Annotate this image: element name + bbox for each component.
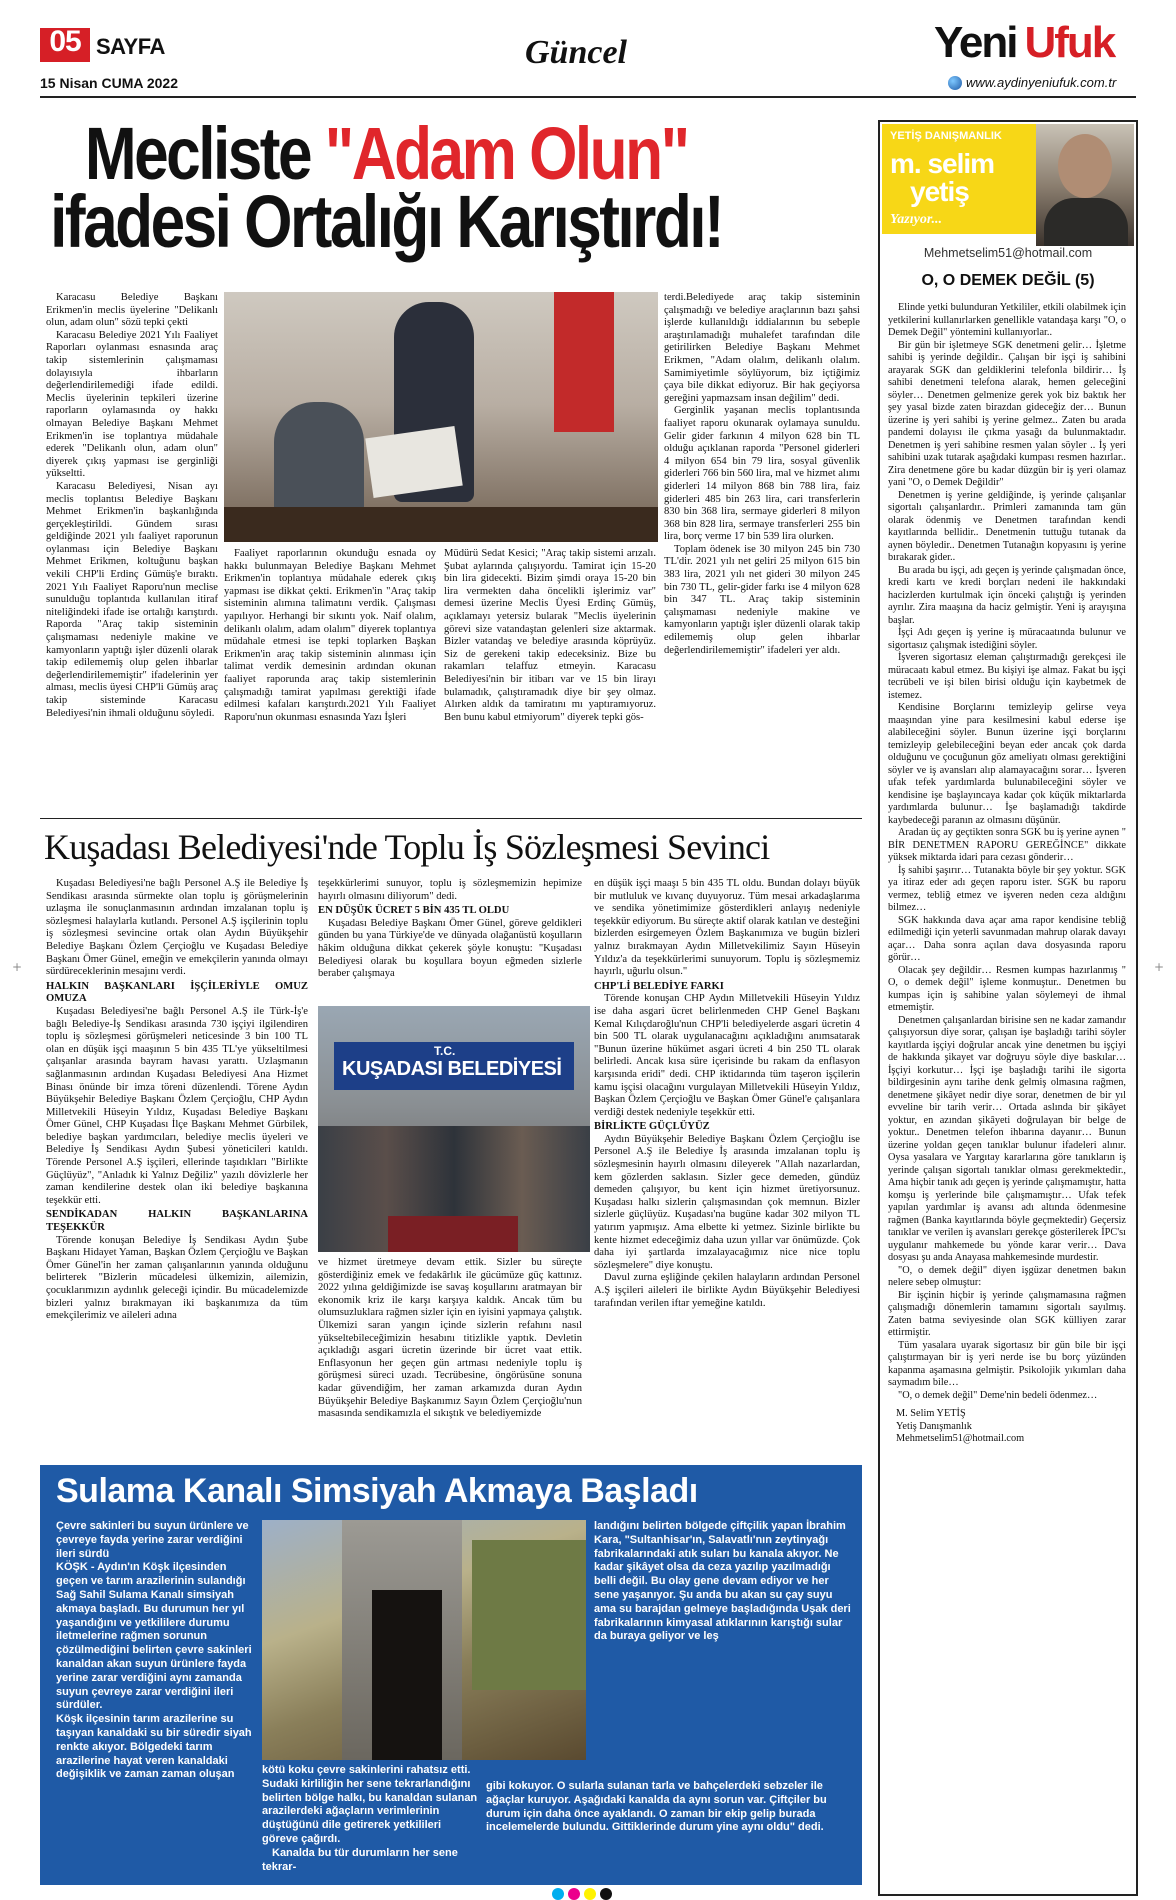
signing-table (388, 1216, 518, 1252)
cyan-swatch (552, 1888, 564, 1900)
story1-headline (46, 112, 726, 263)
paragraph: Karacasu Belediyesi, Nisan ayı meclis toplantısı Belediye Başkanı Mehmet Erikmen'in başkanlığında gerçekleştirildi. Gündem sırası geldiğinde 2021 yılı faaliyet raporunun oylanması için Belediye Başkanı Mehmet Erikmen, koltuğunu başkan vekili CHP'li Erdinç Gümüş'e bıraktı. 2021 Yılı Faaliyet Raporu'nun meclise sunulduğu toplantıda kullanılan itiraf niteliğindeki ifade ise ortalığı karıştırdı. Raporda "Araç takip sisteminin çalışmaması nedeniyle makine ve kamyonların yaptığı işler düzenli olarak takip edilememiş olup gelen ihbarlar değerlendirilememiştir" ifadelerinin yer alması, meclis üyesi CHP'li Gümüş araç takip sisteminde Karacasu Belediyesi'nin ihmali olduğunu söyledi. (46, 480, 218, 719)
paragraph: en düşük işçi maaşı 5 bin 435 TL oldu. Bundan dolayı büyük bir mutluluk ve kıvanç duyuyoruz. Tüm mesai arkadaşlarıma ve sendika yönetimimize gösterdikleri anlayış nedeniyle teşekkür ediyorum. Bu süreçte aktif olarak katılan ve desteğini bizlerden esirgemeyen Özlem Başkanımıza ve bugün bizleri yalnız bırakmayan Aydın Milletvekilimiz Sayın Hüseyin Yıldız'a da teşekkürlerimi sunuyorum. Toplu iş sözleşmemiz hayırlı, uğurlu olsun." (594, 878, 860, 978)
paragraph: Törende konuşan Belediye İş Sendikası Aydın Şube Başkanı Hidayet Yaman, Başkan Özlem Çerçioğlu ve Başkan Ömer Günel'in her zaman çalışanlarının yanında olduğunu belirterek "Bizlerin mücadelesi ülkemizin, ailemizin, çocuklarımızın aydınlık geleceği içindir. Bu mücadelemizde bizleri yalnız bırakmayan iki başkanımıza da tüm emekçilerimiz ve aileleri adına (46, 1234, 308, 1322)
story1-col1 (46, 292, 218, 720)
paragraph: Müdürü Sedat Kesici; "Araç takip sistemi arızalı. Şubat aylarında çalışıyordu. Tamirat için 15-20 bin lira gidecekti. Bizim şimdi oraya 15-20 bin lira vermekten daha öncelikli işlerimiz var" demesi üzerine Meclis Üyesi Erdinç Gümüş, açıklamayı yetersiz bularak "Meclis üyelerinin görevi size vatandaştan gelenleri size aktarmak. Bizler vatandaş ve belediye arasında köprüyüz. Siz de gerekeni takip edeceksiniz. Bize bu rakamları telaffuz etmeyin. Karacasu Belediyesi'nin bir itibarı var ve 15 bin lirayı bulamadık, çalıştıramadık diye bir şey olmaz. Alırken aldık da tamiratını mı yaptıramıyoruz. Ben bunu kabul etmiyorum" diyerek tepki gös- (444, 548, 656, 723)
registration-mark-left: + (12, 960, 23, 974)
story2-col2-top (318, 878, 582, 981)
paragraph: Bir gün bir işletmeye SGK denetmeni gelir… İşletme sahibi iş yerinde değildir.. Çalışan bir işçi iş sahibini arayarak SGK dan geldiklerini telefonla bildirir… İş sahibi denetmeni telefona alarak, hemen geleceğini söyler… Denetmen gelmenize gerek yok biz baktık her şey yasal bizde zaten birazdan gideceğiz der… Bunun üzerine iş yeri sahibi iş yerine gelmez.. Zaten bu arada pandemi dolayısı ile çıkma yasağı da bulunmaktadır. Denetmen iş yeri sahibine resmen yalan söyler .. İş yeri sahibini uzak tutarak aşağıdaki kumpası resmen hazırlar.. Zira denetmene göre bu kadar düzgün bir iş yeri olamaz yani "O, o Demek Değildir" (888, 339, 1126, 488)
magenta-swatch (568, 1888, 580, 1900)
header-rule (40, 96, 1136, 98)
columnist-email: Mehmetselim51@hotmail.com (923, 246, 1093, 260)
columnist-signature (888, 1408, 1126, 1446)
story2-col1 (46, 878, 308, 1323)
paragraph: Karacasu Belediye 2021 Yılı Faaliyet Raporları oylanması esnasında araç takip sistemlerinin çalışmaması dolayısıyla ihbarların değerlendirilemediği ifade edildi. Meclis üyelerinin tepkileri üzerine raporların oylamasında oy hakkı olmayan Belediye Başkanı Mehmet Erikmen'in ise toplantıya müdahale ederek "Delikanlı olun, adam olun" diyerek çıkış yapması ise gerginliği yükseltti. (46, 329, 218, 480)
paragraph: "O, o demek değil" Deme'nin bedeli ödenmez… (898, 1389, 1098, 1401)
subheading: BİRLİKTE GÜÇLÜYÜZ (594, 1121, 710, 1133)
columnist-tag: YETİŞ DANIŞMANLIK (890, 130, 1002, 142)
paragraph: landığını belirten bölgede çiftçilik yapan İbrahim Kara, "Sultanhisar'ın, Salavatlı'nın zeytinyağı fabrikalarındaki atık suları bu kanala akıyor. Ne kadar şikâyet olsa da ceza yazılıp yazılmadığı belli değil. Bu olay gene devam ediyor ve her sene yaşanıyor. Şu anda bu akan su çay suyu ama su barajdan gelmeye başladığında Uşak deri fabrikalarının kimyasal atıklarının karıştığı sular da buraya geliyor ve leş (594, 1520, 851, 1643)
globe-icon (948, 76, 962, 90)
headline-quote: "Adam Olun" (324, 112, 688, 195)
story1-lede: Karacasu Belediye Başkanı Erikmen'in meclis üyelerine "Delikanlı olun, adam olun" sözü tepki çekti (46, 292, 218, 329)
subheading: HALKIN BAŞKANLARI İŞÇİLERİYLE OMUZ OMUZA (46, 980, 308, 1005)
columnist-portrait (1036, 124, 1134, 246)
registration-mark-right: + (1154, 960, 1165, 974)
paragraph: Kuşadası Belediyesi'ne bağlı Personel A.Ş ile Belediye İş Sendikası arasında sürmekte olan toplu iş görüşmelerinin uzlaşma ile sonuçlanmasının ardından imzalanan toplu iş sözleşmesi halaylarla kutlandı. Personel A.Ş işçilerinin toplu iş sözleşmesi sevincine ortak olan Aydın Büyükşehir Belediye Başkanı Özlem Çerçioğlu ve Kuşadası Belediye Başkanı Ömer Günel, emeğin ve emekçilerin yanında olmayı sürdüreceklerinin mesajını verdi. (46, 878, 308, 978)
person-seated (274, 402, 364, 522)
paragraph: Toplam ödenek ise 30 milyon 245 bin 730 TL'dir. 2021 yılı net geliri 25 milyon 615 bin 383 lira, 2021 yılı net gideri 30 milyon 245 bin 730 TL, gelir-gider farkı ise 4 milyon 628 bin 347 TL. Araç takip sisteminin çalışmaması nedeniyle makine ve kamyonların yaptığı işler düzenli olarak takip edilememiş olup gelen ihbarlar değerlendirilememiştir" ifadeleri yer aldı. (664, 543, 860, 656)
flag (554, 292, 614, 432)
story1-col2 (224, 548, 436, 724)
desk (224, 507, 658, 542)
paper-sheet (365, 426, 462, 498)
page-label: SAYFA (96, 34, 165, 59)
signature-company: Yetiş Danışmanlık (896, 1420, 972, 1432)
paragraph: terdi.Belediyede araç takip sisteminin çalışmadığı ve belediye araçlarının bazı şahsi işlerde kullanıldığı iddialarının bu sebeple araştırılamadığı muhalefet tarafından dile getirilirken Belediye Başkanı Mehmet Erikmen, "Adam olalım, delikanlı olalım. Samimiyetimle söylüyorum, biz içtiğimiz çaya bile dikkat ediyoruz. Bir hak geçiyorsa gereğini yapmazsam insan değilim" dedi. (664, 292, 860, 404)
paragraph: "O, o demek değil" diyen işgüzar denetmen bakın nelere sebep olmuştur: (888, 1264, 1126, 1288)
paragraph: Köşk ilçesinin tarım arazilerine su taşıyan kanaldaki su bir süredir siyah renkte akıyor. Bölgedeki tarım arazilerine hayat veren kanaldaki değişiklik ve zaman zaman oluşan (56, 1713, 252, 1781)
paragraph: İş sahibi şaşırır… Tutanakta böyle bir şey yoktur. SGK ya itiraz eder adı geçen raporu ister. SGK bu raporu vermez, tebliğ etmez ve işveren neden ceza aldığını bilmez… (888, 864, 1126, 913)
paragraph: Bir işçinin hiçbir iş yerinde çalışmamasına rağmen çalışmadığı dönemlerin tamamını sigortalı sayılmış. Zaten batma seviyesinde olan SGK külliyen zarar ettirmiştir. (888, 1289, 1126, 1338)
columnist-body (888, 302, 1126, 1446)
canal-photo (262, 1520, 586, 1760)
black-water (372, 1590, 442, 1760)
paragraph: Törende konuşan CHP Aydın Milletvekili Hüseyin Yıldız ise daha asgari ücret belirlenmeden CHP Genel Başkanı Kemal Kılıçdaroğlu'nun CHP'li belediyelerde asgari ücretin 4 bin 500 TL olarak uygulanacağını açıkladığını anımsatarak "Bunun üzerine hükümet asgari ücreti 4 bin 250 TL olarak belirledi. Ancak kısa süre içerisinde bu rakam da enflasyon karşısında eridi" dedi. CHP iktidarında tüm taşeron işçilerin kamu işçisi olacağını vurgulayan Milletvekili Hüseyin Yıldız, Başkan Özlem Çerçioğlu ve Başkan Ömer Günel'e çalışanlara verdiği destek nedeniyle teşekkür etti. (594, 993, 860, 1118)
paragraph: Kanalda bu tür durumların her sene tekrar- (262, 1846, 458, 1873)
story3-headline: Sulama Kanalı Simsiyah Akmaya Başladı (56, 1472, 698, 1510)
story3-col1 (56, 1520, 256, 1782)
paragraph: Aydın Büyükşehir Belediye Başkanı Özlem Çerçioğlu ise Personel A.Ş ile Belediye İş arasında imzalanan toplu iş sözleşmesinin hayırlı olmasını dileyerek "Allah nazarlardan, kem gözlerden saklasın. Sizler gece demeden, gündüz demeden çalışıyor, bu kent için hizmet üretiyorsunuz. Kuşadası halkı sizlerin çalışmasından çok memnun. Bizler sizlerle güçlüyüz. Kuşadası'na bugüne kadar 302 milyon TL yatırım yapmışız. Ama elbette ki yetmez. Sizinle birlikte bu kente hizmet edeceğimiz daha uzun yıllar var önümüzde. Çok daha iyi şartlarda imzalayacağımız nice nice toplu sözleşmelere" diye konuştu. (594, 1133, 860, 1271)
columnist-writes: Yazıyor... (890, 212, 942, 227)
brand-ufuk: Ufuk (1024, 18, 1115, 67)
story2-headline: Kuşadası Belediyesi'nde Toplu İş Sözleşmesi Sevinci (44, 827, 770, 867)
paragraph: Denetmen çalışanlardan birisine sen ne kadar zamandır çalışıyorsun diye sorar, çalışan işe başladığı tarihi söyler kayıtlarda işçiyi doğrular ancak yine denetmen bu işçiyi de hakkında şikayet var doğruyu söyle diye baskılar… İşçiyi korkutur… İşçi işe başladığı tarihi ile sigorta bildirgesinin aynı tarihe denk gelmiş olmasına rağmen, denetmene şikâyet nedir diye sorar, denetmen de bir yıl evveline bir tarih verir… Ortada aslında bir şikâyet yoktur, en azından şikâyeti doğrulayan bir belge de yoktur.. Denetmen telefon ihbarına dayanır… Bunun üzerine yoldan geçen tanıklar bulunur ifadeleri alınır. Oysa yasalara ve Yargıtay kararlarına göre tanıkların iş yerinde çalışan sigortalı tanıklar olması gerekmektedir., Ama hiçbir tanık adı geçen iş yerinde çalışmamıştır, hatta komşu iş yerlerinde bile çalışmamıştır… Ufak tefek yapılan yardımlar iş avansı adı altında ödenmesine rağmen (Banka kayıtlarında böyle geçmektedir) Geçersiz tanıklar ve verilen iş avansları gerekçe gösterilerek İPC'sı uygulanır mahkemede bu yönde karar verir… Dava dosyası şu anda Anayasa mahkemesinde murdestir. (888, 1014, 1126, 1263)
brand-yeni: Yeni (934, 18, 1017, 67)
story1-col4 (664, 292, 860, 657)
paragraph: İşveren sigortasız eleman çalıştırmadığı gerekçesi ile müracaatı kabul etmez. Bu kişiyi işe almaz. Fakat bu işçi tecrübeli ve işi bilen birisi olduğu için kaybetmek de istemez. (888, 652, 1126, 701)
paragraph: Aradan üç ay geçtikten sonra SGK bu iş yerine aynen " BİR DENETMEN RAPORU GEREĞİNCE" dikkate yüksek miktarda idari para cezası gönderir… (888, 827, 1126, 863)
sign-name: KUŞADASI BELEDİYESİ (342, 1058, 562, 1080)
building-sign (334, 1042, 574, 1090)
issue-date: 15 Nisan CUMA 2022 (40, 75, 178, 91)
columnist-name-2: yetiş (910, 176, 969, 207)
paragraph: İşçi Adı geçen iş yerine iş müracaatında bulunur ve sigortasız çalışmak istediğini söyler. (888, 627, 1126, 651)
paragraph: ve hizmet üretmeye devam ettik. Sizler bu süreçte gösterdiğiniz emek ve fedakârlık ile gücümüze güç kattınız. 2022 yılına geldiğimizde ise savaş koşullarını aratmayan bir ekonomik kriz ile karşı karşıya kaldık. Ancak tüm bu olumsuzluklara rağmen sizler için en iyisini yapmaya çalıştık. Ülkemizi saran yangın içinde sizlerin refahını nasıl yükseltebileceğimizin hesabını titizlikle yaptık. Devletin açıkladığı asgari ücretin üzerinde bir ücret vaat ettik. Enflasyonun her geçen gün artması nedeniyle toplu iş görüşmesi süreci uzadı. Tecrübesine, öngörüsüne sonuna kadar güvendiğim, her zaman arkamızda duran Aydın Büyükşehir Belediye Başkanımız Sayın Özlem Çerçioğlu'nun masasında sendikamızla el sıkıştık ve belediyemizde (318, 1257, 582, 1420)
subheading: SENDİKADAN HALKIN BAŞKANLARINA TEŞEKKÜR (46, 1209, 308, 1234)
paragraph: KÖŞK - Aydın'ın Köşk ilçesinden geçen ve tarım arazilerinin sulandığı Sağ Sahil Sulama Kanalı simsiyah akmaya başladı. Bu durumun her yıl yaşandığını ve yetkililere durumu iletmelerine rağmen sorunun çözülmediğini belirten çevre sakinleri kanaldan akan suyun ürünlere fayda yerine zarar verdiğini aynı zamanda suyun çevreye zarar verdiğini ileri sürdüler. (56, 1561, 252, 1712)
headline-line2: ifadesi Ortalığı Karıştırdı! (50, 180, 723, 263)
paragraph: Elinde yetki bulunduran Yetkililer, etkili olabilmek için yetkilerini kullanırlarken genellikle vatandaşa karşı "O, o Demek Değil" yöntemini kullanıyorlar.. (888, 302, 1126, 338)
black-swatch (600, 1888, 612, 1900)
columnist-name-1: m. selim (890, 148, 995, 179)
paragraph: SGK hakkında dava açar ama rapor kendisine tebliğ edilmediği için yeterli savunmadan mahrup olarak davayı açar… Daha sonra açılan dava dosyasında raporu görür… (888, 914, 1126, 963)
paragraph: gibi kokuyor. O sularla sulanan tarla ve bahçelerdeki sebzeler ile ağaçlar kuruyor. Aşağıdaki kanalda da aynı sorun var. Çiftçiler bu durum için daha önce ayaklandı. O zaman bir ekip gelip burada incelemelerde bulundu. Gittiklerinde durum yine aynı oldu" dedi. (486, 1780, 827, 1834)
portrait-body (1044, 198, 1128, 246)
subheading: CHP'Lİ BELEDİYE FARKI (594, 980, 724, 992)
story2-col3 (594, 878, 860, 1310)
paragraph: Çevre sakinleri bu suyun ürünlere ve çevreye fayda yerine zarar verdiğini ileri sürdü (56, 1520, 249, 1560)
paragraph: kötü koku çevre sakinlerini rahatsız etti. Sudaki kirliliğin her sene tekrarlandığını belirten bölge halkı, bu kanaldan sulanan arazilerdeki ağaçların verimlerinin düştüğünü dile getirerek yetkilileri göreve çağırdı. (262, 1764, 478, 1845)
sign-tc: T.C. (434, 1044, 456, 1058)
paragraph: teşekkürlerimi sunuyor, toplu iş sözleşmemizin hepimize hayırlı olmasını diliyorum" dedi. (318, 878, 582, 902)
story3-col3-bottom (486, 1780, 852, 1835)
story1-col3 (444, 548, 656, 724)
paragraph: Davul zurna eşliğinde çekilen halayların ardından Personel A.Ş işçileri aileleri ile birlikte Aydın Büyükşehir Belediyesi tarafından verilen iftar yemeğine katıldı. (594, 1272, 860, 1309)
headline-pre: Mecliste (84, 112, 325, 195)
story2-col2-bottom (318, 1257, 582, 1421)
greenery (472, 1540, 586, 1690)
columnist-title: O, O DEMEK DEĞİL (5) (921, 272, 1095, 289)
paragraph: Gerginlik yaşanan meclis toplantısında faaliyet raporu okunarak oylamaya sunuldu. Gelir gider farkının 4 milyon 628 bin TL olduğu açıklanan raporda "Personel giderleri 4 milyon 654 bin 79 lira, sosyal güvenlik giderleri 766 bin 560 lira, mal ve hizmet alımı giderleri 14 milyon 868 bin 788 lira, faiz giderleri 485 bin 263 lira, cari transferlerin 830 bin 368 lira, sermaye giderleri 8 milyon 368 bin 828 lira, sermaye transferleri 255 bin lira, borç verme 17 bin 539 lira olurken. (664, 405, 860, 543)
paragraph: Bu arada bu işçi, adı geçen iş yerinde çalışmadan önce, kredi kartı ve kredi borçları nedeni ile hakkındaki hacizlerden kurtulmak için önceki çalıştığı iş yerinden ayrılır. Zira maaşına da haciz gelmiştir. Yeni iş arayışına başlar. (888, 564, 1126, 626)
section-title: Güncel (525, 34, 627, 71)
story1-rule (40, 818, 862, 819)
signature-email: Mehmetselim51@hotmail.com (896, 1433, 1025, 1444)
yellow-swatch (584, 1888, 596, 1900)
page-number: 05 (49, 25, 81, 58)
website-url: www.aydinyeniufuk.com.tr (966, 75, 1117, 90)
paragraph: Kuşadası Belediye Başkanı Ömer Günel, göreve geldikleri günden bu yana Türkiye'de ve dünyada olağanüstü koşulların hâkim olduğuna dikkat çekerek şöyle konuştu: "Kuşadası Belediyesi olarak bu koşullara boyun eğmeden sizlerle beraber çalışmaya (318, 917, 582, 980)
paragraph: Kuşadası Belediyesi'ne bağlı Personel A.Ş ile Türk-İş'e bağlı Belediye-İş Sendikası arasında 730 işçiyi ilgilendiren toplu iş sözleşmesi görüşmeleri neticesinde 3 bin 100 TL olan en düşük işçi maaşının 5 bin 435 TL'ye yükseltilmesi çalışanlar arasında bayram havası yarattı. Uzlaşmanın sağlanmasının ardından Kuşadası Belediyesi Ana Hizmet Binası önünde bir imza töreni düzenlendi. Törene Aydın Büyükşehir Belediye Başkanı Özlem Çerçioğlu, CHP Aydın Milletvekili Hüseyin Yıldız, Kuşadası Belediye Başkanı Ömer Günel, CHP Kuşadası İlçe Başkanı Mehmet Gürbilek, belediye başkan yardımcıları, belediye meclis üyeleri ve Belediye İş Sendikası Aydın Şubesi yöneticileri katıldı. Törende Personel A.Ş işçileri, ellerinde taşıdıkları "Birlikte Güçlüyüz", "Anladık ki Yalnız Değiliz" yazılı dövizlerle her zaman kendilerine destek olan iki belediye başkanına teşekkür etti. (46, 1005, 308, 1206)
signing-ceremony-photo (318, 1006, 590, 1252)
brand-logo (934, 18, 1114, 68)
story3-col2 (262, 1764, 478, 1874)
portrait-head (1058, 134, 1112, 198)
paragraph: Denetmen iş yerine geldiğinde, iş yerinde çalışanlar sigortalı çalışanlardır.. Primleri zamanında tam gün olarak ödenmiş ve Denetmen tarafından kendi kayıtlarında bellidir.. Denetmenin tuttuğu tutanak da aynen böyledir.. Denetmen Tutanağın kopyasını iş yerine bırakarak gider.. (888, 489, 1126, 563)
signature-name: M. Selim YETİŞ (896, 1408, 966, 1419)
paragraph: Faaliyet raporlarının okunduğu esnada oy hakkı bulunmayan Belediye Başkanı Mehmet Erikmen'in toplantıya müdahale ederek çıkış yapması ise dikkat çekti. Erikmen'in "Araç takip sisteminin alımına talimatını verdik. Çalışması yapılıyor. Herhangi bir sıkıntı yok. Naif olalım, delikanlı olalım, adam olalım" diyerek toplantıya müdahale etmesi ise tepki toplarken Başkan Erikmen'in araç takip sisteminin alınması için talimat verdik demesinin ardından okunan faaliyet raporunda araç takip sistemlerinin çalışmadığı tamirat yapılması gerektiği ifade edilmesi kafaları karıştırdı.2021 Yılı Faaliyet Raporu'nun okunması esnasında Yazı İşleri (224, 548, 436, 723)
paragraph: Tüm yasalara uyarak sigortasız bir gün bile bir işçi çalıştırmayan bir iş yeri nerde ise bu borç yüzünden kapanma aşamasına gelmiştir. Psikolojik yıkımları daha saymadım bile… (888, 1339, 1126, 1388)
cmyk-color-bar (552, 1888, 630, 1900)
paragraph: Kendisine Borçlarını temizleyip gelirse veya maaşından yine para kesilmesini kabul ederse işe alabileceğini söyler. Bunun üzerine işçi borçlarını temizleyip gelebileceğini beyan eder ancak çok darda olduğunu ve çocuğunun göz ameliyatı olması gerektiğini söyler ve iş avansları alıp alamayacağını sorar… İşveren ufak tefek yardımlarda bulunabileceğini söyler ve kendisine işe başlayıncaya kadar çok küçük miktarlarda yardımlarda bulunur… İşe başlamadığı takdirde kaybedeceği paranın az olmasını düşünür. (888, 702, 1126, 826)
subheading: EN DÜŞÜK ÜCRET 5 BİN 435 TL OLDU (318, 905, 510, 917)
paragraph: Olacak şey değildir… Resmen kumpas hazırlanmış " O, o demek değil" işleme konmuştur.. Denetmen bu kumpas için iş sahibine yalan söylemeyi de ihmal etmemiştir. (888, 964, 1126, 1013)
council-meeting-photo (224, 292, 658, 542)
story3-col3-top (594, 1520, 852, 1644)
